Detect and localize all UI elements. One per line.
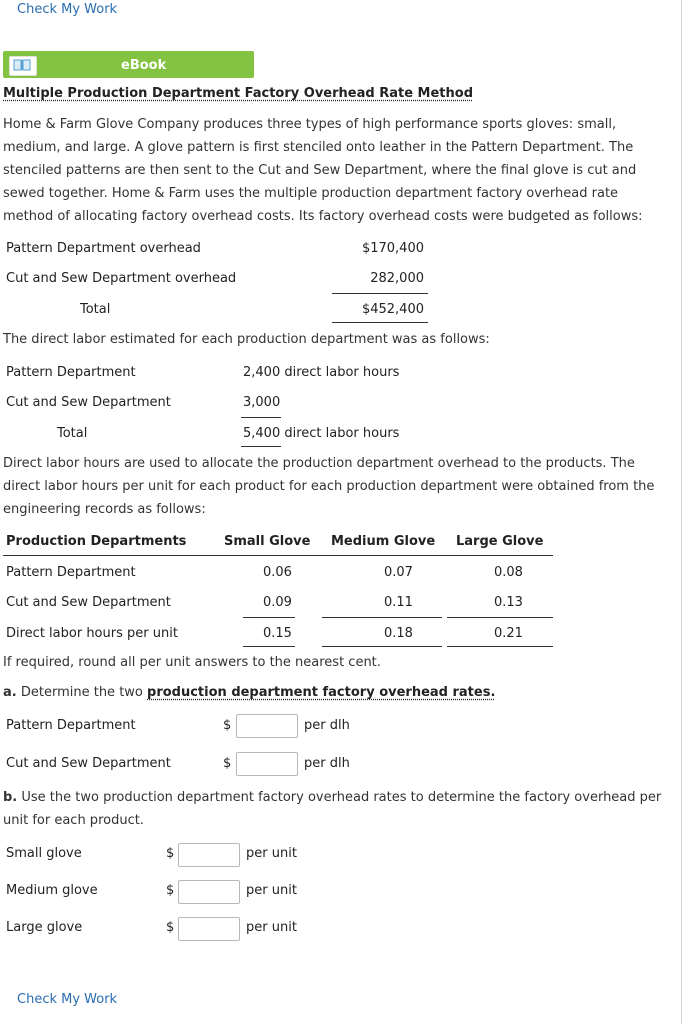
currency-symbol: $ xyxy=(166,846,175,861)
labor-total-rule xyxy=(241,446,281,447)
dlh-intro: Direct labor hours are used to allocate the production department overhead to the products. The direct labor hours per unit for each product for each production department were obtained from the engineering records as follows: xyxy=(3,456,655,517)
overhead-subtotal-rule xyxy=(332,293,428,294)
dlh-subtotal-rule xyxy=(322,617,442,618)
dlh-header-small: Small Glove xyxy=(224,534,311,549)
part-b-instruction xyxy=(3,786,671,832)
dlh-header-large: Large Glove xyxy=(456,534,544,549)
cut-sew-rate-input[interactable] xyxy=(236,752,298,776)
dlh-cell: 0.06 xyxy=(263,565,292,580)
dlh-cell: 0.08 xyxy=(494,565,523,580)
part-b-unit: per unit xyxy=(246,846,297,861)
dlh-cell: 0.09 xyxy=(263,595,292,610)
dlh-total-rule xyxy=(447,646,553,647)
labor-row-value: 2,400 direct labor hours xyxy=(243,365,400,380)
small-glove-input[interactable] xyxy=(178,843,240,867)
dlh-cell: 0.15 xyxy=(263,626,292,641)
dlh-row-label: Cut and Sew Department xyxy=(6,595,171,610)
part-b-row-label: Medium glove xyxy=(6,883,98,898)
part-a-unit: per dlh xyxy=(304,756,350,771)
check-my-work-link-top[interactable]: Check My Work xyxy=(17,2,118,17)
part-b-prefix: b. xyxy=(3,790,18,805)
dlh-header-medium: Medium Glove xyxy=(331,534,436,549)
labor-total-label: Total xyxy=(57,426,88,441)
dlh-cell: 0.07 xyxy=(384,565,413,580)
currency-symbol: $ xyxy=(166,920,175,935)
labor-row-label: Pattern Department xyxy=(6,365,136,380)
dlh-cell: 0.21 xyxy=(494,626,523,641)
labor-row-value: 3,000 xyxy=(243,395,281,410)
overhead-total-label: Total xyxy=(80,302,111,317)
overhead-row-value: $170,400 xyxy=(361,241,424,256)
part-a-glossary-link[interactable]: production department factory overhead rates. xyxy=(147,685,496,700)
part-b-unit: per unit xyxy=(246,920,297,935)
medium-glove-input[interactable] xyxy=(178,880,240,904)
currency-symbol: $ xyxy=(166,883,175,898)
labor-row-label: Cut and Sew Department xyxy=(6,395,171,410)
dlh-cell: 0.11 xyxy=(384,595,413,610)
part-a-instruction xyxy=(3,685,495,700)
part-a-text: Determine the two xyxy=(20,685,143,700)
dlh-total-rule xyxy=(322,646,442,647)
dlh-header-departments: Production Departments xyxy=(6,534,187,549)
dlh-subtotal-rule xyxy=(447,617,553,618)
part-b-text: Use the two production department factory overhead rates to determine the factory overhead per unit for each product. xyxy=(3,790,662,828)
part-b-unit: per unit xyxy=(246,883,297,898)
part-a-row-label: Cut and Sew Department xyxy=(6,756,171,771)
labor-total-value: 5,400 direct labor hours xyxy=(243,426,400,441)
ebook-button[interactable] xyxy=(3,51,254,78)
part-b-row-label: Small glove xyxy=(6,846,82,861)
large-glove-input[interactable] xyxy=(178,917,240,941)
dlh-total-rule xyxy=(243,646,295,647)
dlh-cell: 0.13 xyxy=(494,595,523,610)
overhead-total-value: $452,400 xyxy=(361,302,424,317)
labor-subtotal-rule xyxy=(241,417,281,418)
dlh-subtotal-rule xyxy=(243,617,295,618)
part-a-prefix: a. xyxy=(3,685,17,700)
intro-paragraph: Home & Farm Glove Company produces three types of high performance sports gloves: small, medium, and large. A glove pattern is first stenciled onto leather in the Pattern Department. The stenciled patterns are then sent to the Cut and Sew Department, where the final glove is cut and sewed together. Home & Farm uses the multiple production department factory overhead rate method of allocating factory overhead costs. Its factory overhead costs were budgeted as follows: xyxy=(3,117,643,224)
dlh-row-label: Direct labor hours per unit xyxy=(6,626,178,641)
dlh-cell: 0.18 xyxy=(384,626,413,641)
overhead-total-rule xyxy=(332,322,428,323)
currency-symbol: $ xyxy=(223,756,232,771)
part-a-row-label: Pattern Department xyxy=(6,718,136,733)
check-my-work-link-bottom[interactable]: Check My Work xyxy=(17,992,118,1007)
overhead-row-label: Pattern Department overhead xyxy=(6,241,201,256)
book-icon xyxy=(9,56,37,76)
overhead-row-value: 282,000 xyxy=(370,271,424,286)
part-b-row-label: Large glove xyxy=(6,920,83,935)
overhead-row-label: Cut and Sew Department overhead xyxy=(6,271,237,286)
round-note: If required, round all per unit answers to the nearest cent. xyxy=(3,655,381,670)
currency-symbol: $ xyxy=(223,718,232,733)
part-a-unit: per dlh xyxy=(304,718,350,733)
dlh-header-rule xyxy=(3,555,553,556)
labor-intro: The direct labor estimated for each production department was as follows: xyxy=(3,332,490,347)
page-title: Multiple Production Department Factory Overhead Rate Method xyxy=(3,86,473,101)
ebook-label: eBook xyxy=(121,58,167,73)
pattern-rate-input[interactable] xyxy=(236,714,298,738)
dlh-row-label: Pattern Department xyxy=(6,565,136,580)
